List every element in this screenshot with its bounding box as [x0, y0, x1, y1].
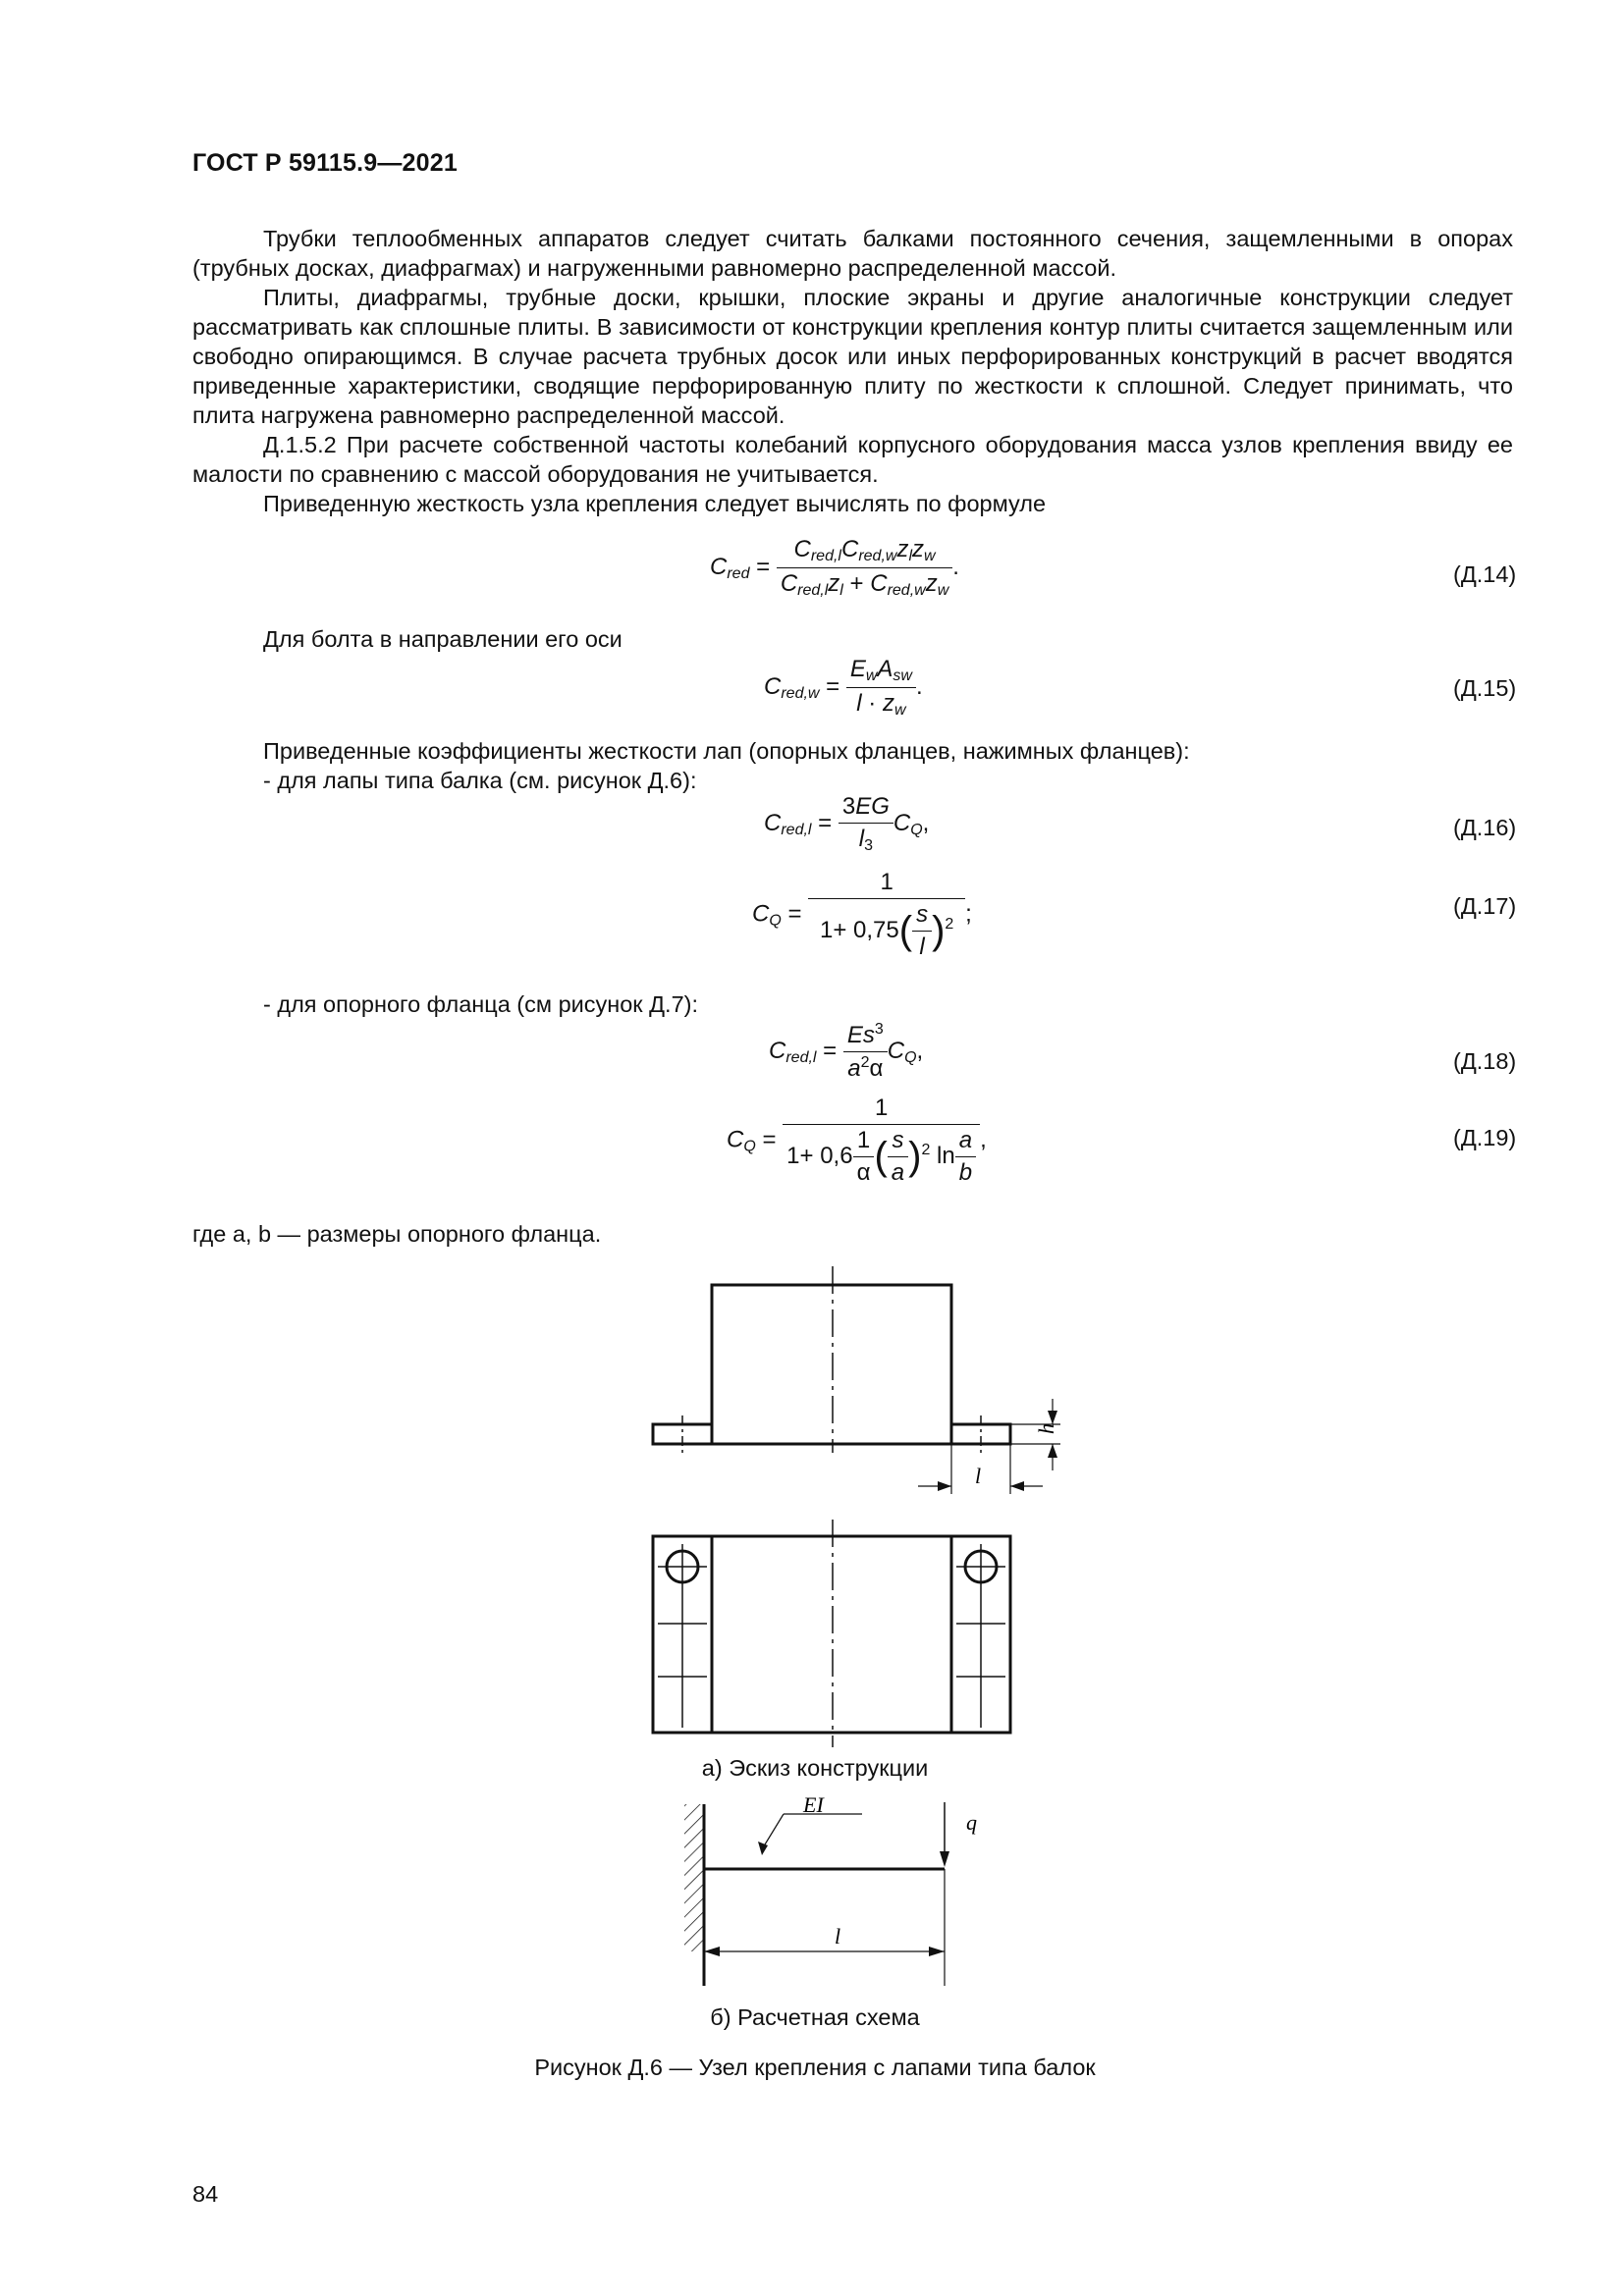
text-beam-type: - для лапы типа балка (см. рисунок Д.6):	[263, 768, 697, 793]
formula-d16: $C_{red,l}$ = $\frac{3EG}{l_3}$ $C_Q$,	[764, 793, 930, 854]
equation-number-d19: (Д.19)	[1453, 1125, 1517, 1150]
paragraph-plates: Плиты, диафрагмы, трубные доски, крышки, плоские экраны и другие аналогичные конструкции следует рассматривать как сплошные плиты. В зависимости от конструкции крепления контур плиты считается защемленным или свободно опирающимся. В случае расчета трубных досок или иных перфорированных конструкций в расчет вводятся приведенные характеристики, сводящие перфорированную плиту по жесткости к сплошной. Следует принимать, что плита нагружена равномерно распределенной массой.	[192, 285, 1513, 428]
page-number: 84	[192, 2181, 219, 2207]
equation-number-d14: (Д.14)	[1453, 561, 1517, 587]
fixed-support-hatch	[684, 1804, 704, 1951]
formula-d19: $C_Q$ = 1 1+ 0,6 $\frac{1}{\alpha}$ ( $\frac{s}{a}$ )$^2$ ln $\frac{a}{b}$ ,	[727, 1095, 987, 1186]
label-q: q	[966, 1810, 977, 1835]
paragraph-d152: Д.1.5.2 При расчете собственной частоты колебаний корпусного оборудования масса узлов крепления ввиду ее малости по сравнению с массой оборудования не учитывается.	[192, 432, 1513, 487]
equation-number-d15: (Д.15)	[1453, 675, 1517, 701]
figure-title: Рисунок Д.6 — Узел крепления с лапами типа балок	[534, 2055, 1096, 2080]
text-flange-type: - для опорного фланца (см рисунок Д.7):	[263, 991, 698, 1017]
text-where: где a, b — размеры опорного фланца.	[192, 1221, 602, 1247]
text-bolt: Для болта в направлении его оси	[263, 626, 623, 652]
document-header: ГОСТ Р 59115.9—2021	[192, 149, 458, 177]
paragraph-formula-intro: Приведенную жесткость узла крепления следует вычислять по формуле	[263, 491, 1047, 516]
equation-number-d17: (Д.17)	[1453, 893, 1517, 919]
formula-d18: $C_{red,l}$ = $\frac{Es^3}{a^2\alpha}$ $C_Q$,	[769, 1021, 924, 1082]
equation-number-d18: (Д.18)	[1453, 1048, 1517, 1074]
label-h: h	[1034, 1423, 1058, 1434]
figure-sketch	[628, 1266, 1080, 1757]
formula-d17: $C_Q$ = 1 1+ 0,75( $\frac{s}{l}$ )$^2$ ;	[752, 869, 972, 960]
formula-d14: $C_{red}$ = $\frac{C_{red,l}C_{red,w}z_lz_w}{C_{red,l}z_l + C_{red,w}z_w}$ .	[710, 536, 959, 599]
equation-number-d16: (Д.16)	[1453, 815, 1517, 840]
caption-scheme: б) Расчетная схема	[710, 2004, 920, 2030]
caption-sketch: а) Эскиз конструкции	[701, 1755, 929, 1781]
text-reduced-coefficients: Приведенные коэффициенты жесткости лап (опорных фланцев, нажимных фланцев):	[263, 738, 1190, 764]
paragraph-tubes: Трубки теплообменных аппаратов следует считать балками постоянного сечения, защемленными в опорах (трубных досках, диафрагмах) и нагруженными равномерно распределенной массой.	[192, 226, 1513, 281]
figure-calculation-scheme	[668, 1794, 1001, 1991]
label-l-scheme: l	[835, 1924, 841, 1949]
body-text	[192, 224, 1513, 518]
label-l-sketch: l	[975, 1464, 982, 1488]
formula-d15: $C_{red,w}$ = $\frac{E_wA_{sw}}{l \cdot z_w}$ .	[764, 656, 923, 719]
label-EI: EI	[803, 1794, 824, 1817]
